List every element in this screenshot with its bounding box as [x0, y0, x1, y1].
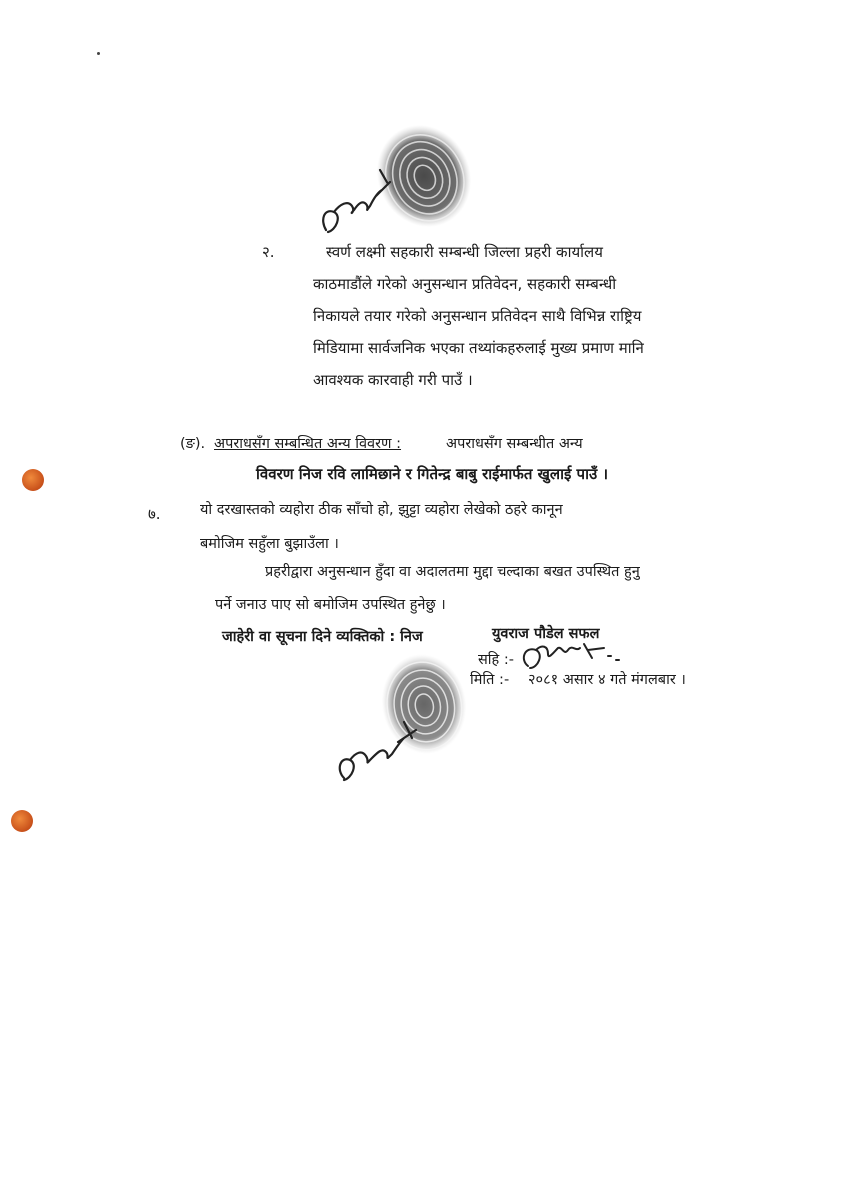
punch-hole	[22, 469, 44, 491]
paragraph-line: काठमाडौंले गरेको अनुसन्धान प्रतिवेदन, सहकारी सम्बन्धी	[313, 275, 617, 293]
paragraph-line: बमोजिम सहुँला बुझाउँला ।	[200, 536, 339, 552]
item-number: ७.	[148, 505, 161, 523]
informant-label: जाहेरी वा सूचना दिने व्यक्तिको : निज	[222, 629, 423, 645]
punch-hole	[11, 810, 33, 832]
paragraph-line: यो दरखास्तको व्यहोरा ठीक साँचो हो, झुट्टा व्यहोरा लेखेको ठहरे कानून	[200, 502, 563, 518]
section-heading-rest: अपराधसँग सम्बन्धीत अन्य	[446, 436, 583, 452]
paragraph-line: मिडियामा सार्वजनिक भएका तथ्यांकहरुलाई मुख्य प्रमाण मानि	[313, 339, 644, 357]
stray-mark	[97, 52, 100, 55]
paragraph-line: निकायले तयार गरेको अनुसन्धान प्रतिवेदन साथै विभिन्न राष्ट्रिय	[313, 307, 642, 325]
paragraph-line: विवरण निज रवि लामिछाने र गितेन्द्र बाबु राईमार्फत खुलाई पाउँ ।	[256, 465, 609, 483]
paragraph-line: आवश्यक कारवाही गरी पाउँ ।	[313, 371, 473, 389]
section-label: (ङ).	[180, 436, 206, 452]
handwritten-signature-bottom	[334, 716, 426, 788]
paragraph-line: स्वर्ण लक्ष्मी सहकारी सम्बन्धी जिल्ला प्रहरी कार्यालय	[326, 243, 603, 261]
sign-label: सहि :-	[478, 652, 514, 668]
date-label: मिति :-	[470, 672, 510, 688]
handwritten-signature-top	[318, 160, 398, 244]
section-heading: अपराधसँग सम्बन्धित अन्य विवरण :	[214, 436, 402, 452]
handwritten-signature-inline	[518, 638, 630, 674]
item-number: २.	[262, 243, 275, 261]
paragraph-line: पर्ने जनाउ पाए सो बमोजिम उपस्थित हुनेछु ।	[215, 597, 446, 613]
informant-name: युवराज पौडेल सफल	[492, 626, 600, 642]
paragraph-line: प्रहरीद्वारा अनुसन्धान हुँदा वा अदालतमा मुद्दा चल्दाका बखत उपस्थित हुनु	[265, 564, 640, 580]
date-value: २०८१ असार ४ गते मंगलबार ।	[528, 672, 686, 688]
